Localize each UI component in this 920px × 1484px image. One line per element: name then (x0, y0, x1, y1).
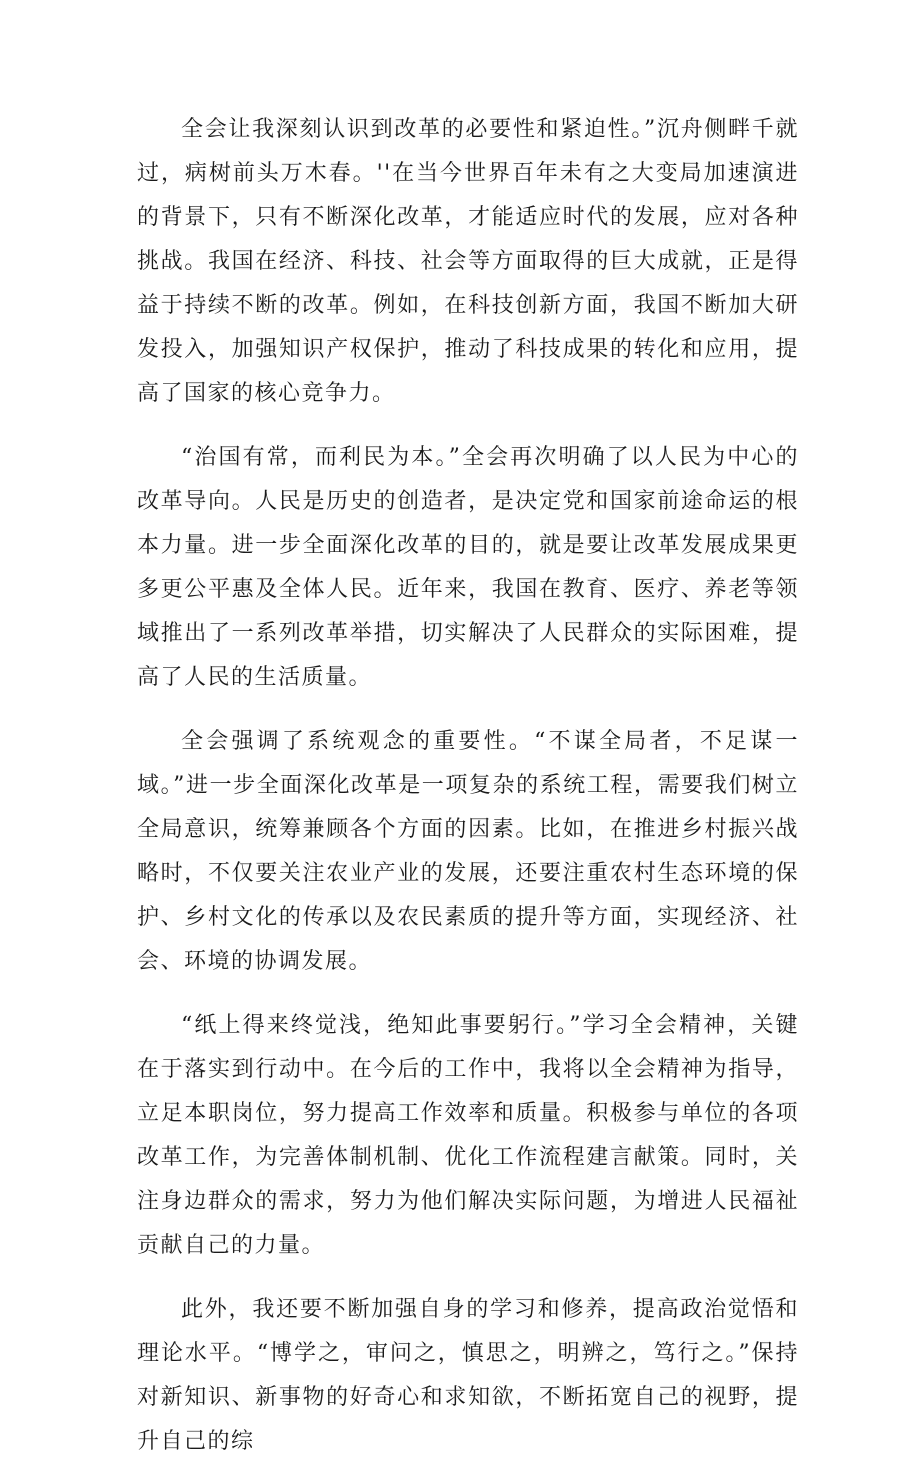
paragraph-1: 全会让我深刻认识到改革的必要性和紧迫性。”沉舟侧畔千就过，病树前头万木春。''在当今世界百年未有之大变局加速演进的背景下，只有不断深化改革，才能适应时代的发展，应对各种挑战。我国在经济、科技、社会等方面取得的巨大成就，正是得益于持续不断的改革。例如，在科技创新方面，我国不断加大研发投入，加强知识产权保护，推动了科技成果的转化和应用，提高了国家的核心竞争力。 (137, 117, 799, 406)
paragraph-5: 此外，我还要不断加强自身的学习和修养，提高政治觉悟和理论水平。“博学之，审问之，慎思之，明辨之，笃行之。”保持对新知识、新事物的好奇心和求知欲，不断拓宽自己的视野，提升自己的综 (137, 1297, 799, 1454)
paragraph-2: “治国有常，而利民为本。”全会再次明确了以人民为中心的改革导向。人民是历史的创造者，是决定党和国家前途命运的根本力量。进一步全面深化改革的目的，就是要让改革发展成果更多更公平惠及全体人民。近年来，我国在教育、医疗、养老等领域推出了一系列改革举措，切实解决了人民群众的实际困难，提高了人民的生活质量。 (137, 445, 799, 690)
paragraph-3: 全会强调了系统观念的重要性。“不谋全局者，不足谋一域。”进一步全面深化改革是一项复杂的系统工程，需要我们树立全局意识，统筹兼顾各个方面的因素。比如，在推进乡村振兴战略时，不仅要关注农业产业的发展，还要注重农村生态环境的保护、乡村文化的传承以及农民素质的提升等方面，实现经济、社会、环境的协调发展。 (137, 729, 799, 974)
document-body (137, 108, 799, 1484)
paragraph-4: “纸上得来终觉浅，绝知此事要躬行。”学习全会精神，关键在于落实到行动中。在今后的工作中，我将以全会精神为指导，立足本职岗位，努力提高工作效率和质量。积极参与单位的各项改革工作，为完善体制机制、优化工作流程建言献策。同时，关注身边群众的需求，努力为他们解决实际问题，为增进人民福祉贡献自己的力量。 (137, 1013, 799, 1258)
